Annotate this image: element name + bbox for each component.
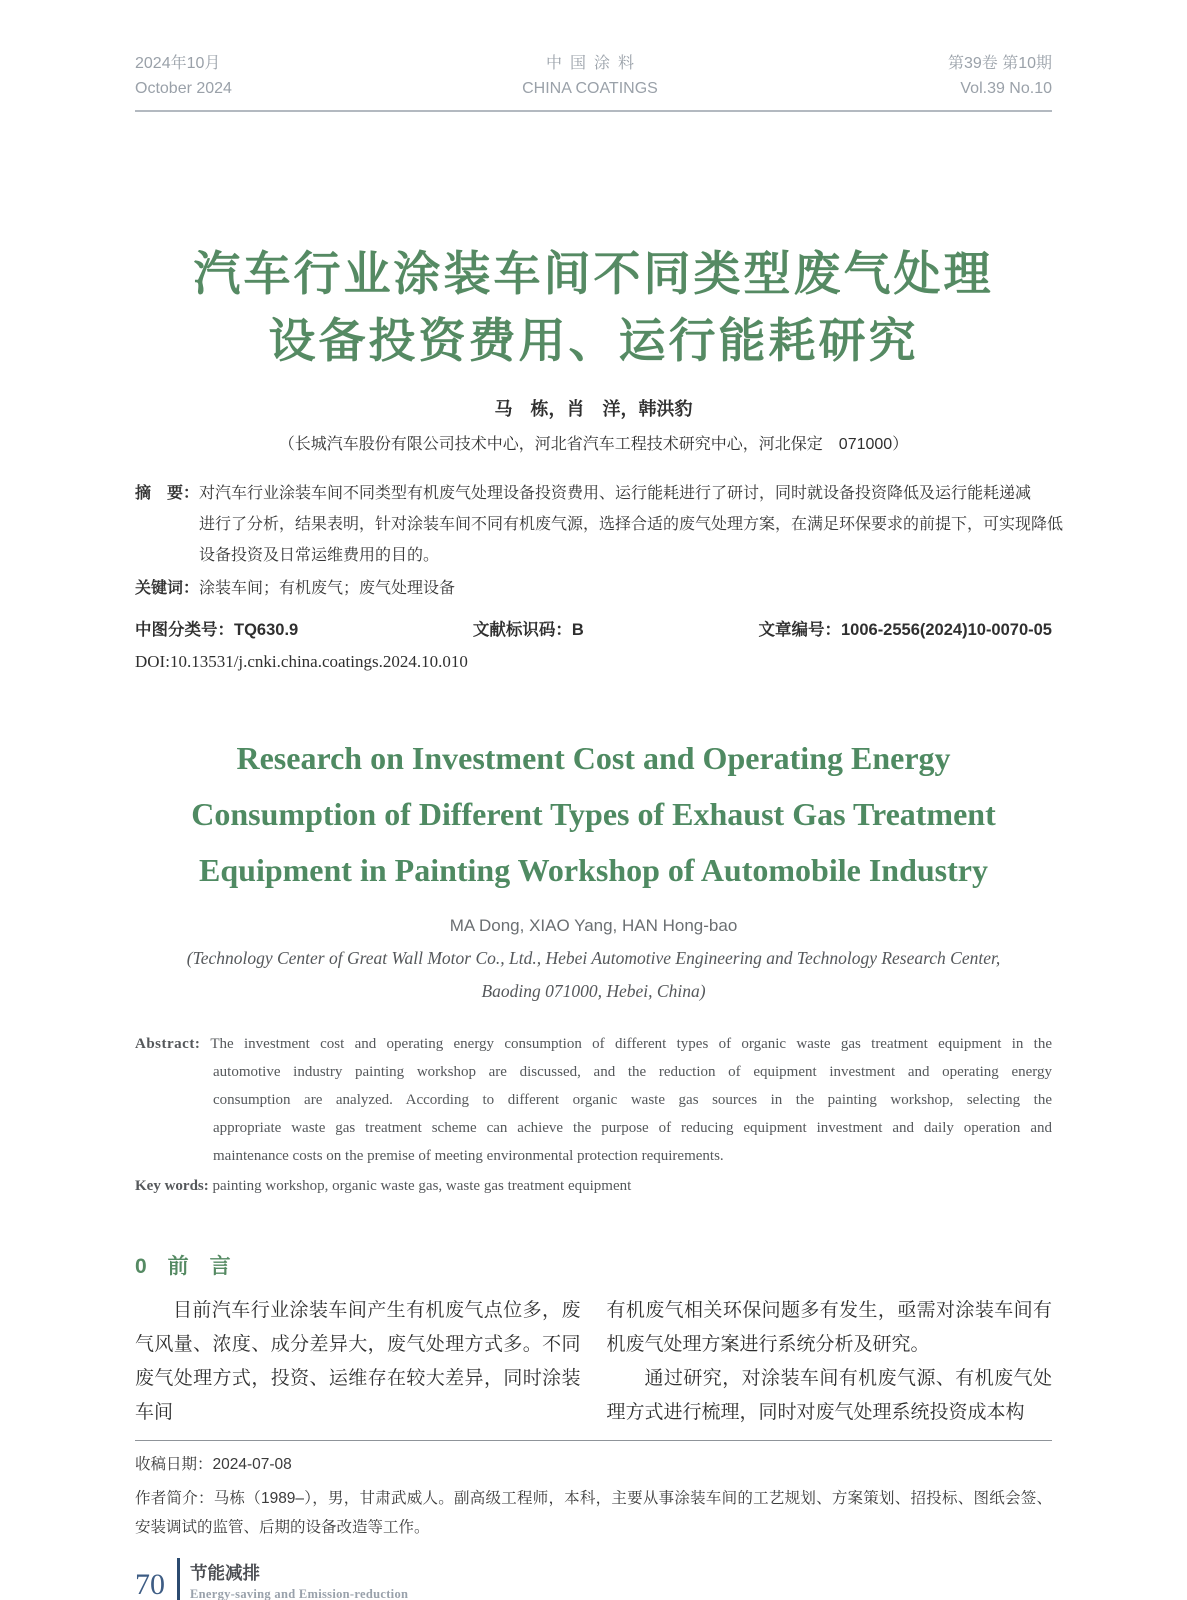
paragraph: 目前汽车行业涂装车间产生有机废气点位多，废气风量、浓度、成分差异大，废气处理方式多。不同废气处理方式，投资、运维存在较大差异，同时涂装车间 <box>135 1299 581 1423</box>
paragraph: 有机废气相关环保问题多有发生，亟需对涂装车间有机废气处理方案进行系统分析及研究。 <box>606 1299 1052 1355</box>
abstract-en-label: Abstract: <box>135 1035 201 1052</box>
article-title-cn-line1: 汽车行业涂装车间不同类型废气处理 <box>193 246 994 300</box>
keywords-en-text: painting workshop, organic waste gas, waste gas treatment equipment <box>212 1177 632 1194</box>
affiliation-en: (Technology Center of Great Wall Motor Co., Ltd., Hebei Automotive Engineering and Technology Research Center, Baoding 071000, Hebei, China) <box>186 947 1001 1001</box>
abstract-cn-label: 摘 要： <box>135 484 200 502</box>
article-title-en-line1: Research on Investment Cost and Operating Energy <box>236 739 951 776</box>
header-journal-name <box>522 52 658 102</box>
page-number: 70 <box>135 1567 165 1600</box>
authors-cn: 马 栋，肖 洋，韩洪豹 <box>494 398 693 419</box>
classification-row <box>135 616 1052 640</box>
keywords-cn-text: 涂装车间；有机废气；废气处理设备 <box>199 579 456 597</box>
abstract-en-line: appropriate waste gas treatment scheme can achieve the purpose of reducing equipment investment and daily operation and <box>213 1119 1052 1136</box>
keywords-en <box>135 1172 1052 1200</box>
footer-column-title <box>190 1560 408 1600</box>
header-issue-en: Vol.39 No.10 <box>960 79 1052 97</box>
abstract-cn <box>135 478 1064 571</box>
body-column-right <box>607 1294 1053 1430</box>
article-title-en-line2: Consumption of Different Types of Exhaust Gas Treatment <box>191 795 996 832</box>
body-columns <box>135 1294 1052 1430</box>
journal-name-cn: 中国涂料 <box>545 55 642 72</box>
article-title-en <box>135 730 1052 898</box>
author-bio: 作者简介：马栋（1989–），男，甘肃武威人。副高级工程师，本科，主要从事涂装车间的工艺规划、方案策划、招投标、图纸会签、安装调试的监管、后期的设备改造等工作。 <box>135 1489 1052 1536</box>
paragraph: 通过研究，对涂装车间有机废气源、有机废气处理方式进行梳理，同时对废气处理系统投资成本构 <box>606 1367 1052 1423</box>
abstract-en <box>135 1030 1052 1170</box>
abstract-cn-line: 进行了分析，结果表明，针对涂装车间不同有机废气源，选择合适的废气处理方案，在满足环保要求的前提下，可实现降低 <box>199 515 1064 533</box>
body-column-left <box>135 1294 581 1430</box>
page-footer <box>135 1558 1052 1600</box>
article-title-en-line3: Equipment in Painting Workshop of Automobile Industry <box>199 851 988 888</box>
article-title-cn <box>135 240 1052 375</box>
abstract-cn-line: 设备投资及日常运维费用的目的。 <box>199 546 440 564</box>
received-date: 收稿日期：2024-07-08 <box>135 1455 292 1473</box>
article-id: 文章编号：1006-2556(2024)10-0070-05 <box>758 620 1052 639</box>
journal-header <box>135 0 1052 112</box>
doi: DOI:10.13531/j.cnki.china.coatings.2024.10.010 <box>135 651 468 671</box>
article-title-cn-line2: 设备投资费用、运行能耗研究 <box>268 314 919 368</box>
affiliation-cn: （长城汽车股份有限公司技术中心，河北省汽车工程技术研究中心，河北保定 071000） <box>278 435 909 453</box>
authors-en: MA Dong, XIAO Yang, HAN Hong-bao <box>449 915 738 935</box>
section-heading-intro: 0 前 言 <box>135 1254 231 1278</box>
keywords-cn <box>135 573 1052 604</box>
footer-column-cn: 节能减排 <box>190 1562 260 1583</box>
header-date <box>135 52 232 102</box>
header-date-en: October 2024 <box>135 79 232 97</box>
footer-divider-bar <box>177 1558 180 1600</box>
header-date-cn: 2024年10月 <box>135 55 221 72</box>
clc-number: 中图分类号：TQ630.9 <box>135 620 299 639</box>
footnote-divider <box>135 1440 1052 1441</box>
keywords-en-label: Key words: <box>135 1177 209 1194</box>
abstract-en-line: maintenance costs on the premise of meeting environmental protection requirements. <box>213 1147 724 1164</box>
footer-column-en: Energy-saving and Emission-reduction <box>190 1586 409 1600</box>
abstract-en-line: automotive industry painting workshop are discussed, and the reduction of equipment investment and operating energy <box>213 1063 1052 1080</box>
document-code: 文献标识码：B <box>472 620 584 639</box>
abstract-cn-line: 摘 要：对汽车行业涂装车间不同类型有机废气处理设备投资费用、运行能耗进行了研讨，同时就设备投资降低及运行能耗递减 <box>135 484 1032 502</box>
header-issue <box>948 52 1052 102</box>
abstract-en-line: Abstract: The investment cost and operating energy consumption of different types of organic waste gas treatment equipment in the <box>135 1035 1053 1052</box>
keywords-cn-label: 关键词： <box>135 579 200 597</box>
header-issue-cn: 第39卷 第10期 <box>947 55 1052 72</box>
abstract-en-line: consumption are analyzed. According to different organic waste gas sources in the painting workshop, selecting the <box>213 1091 1052 1108</box>
journal-name-en: CHINA COATINGS <box>522 79 658 97</box>
